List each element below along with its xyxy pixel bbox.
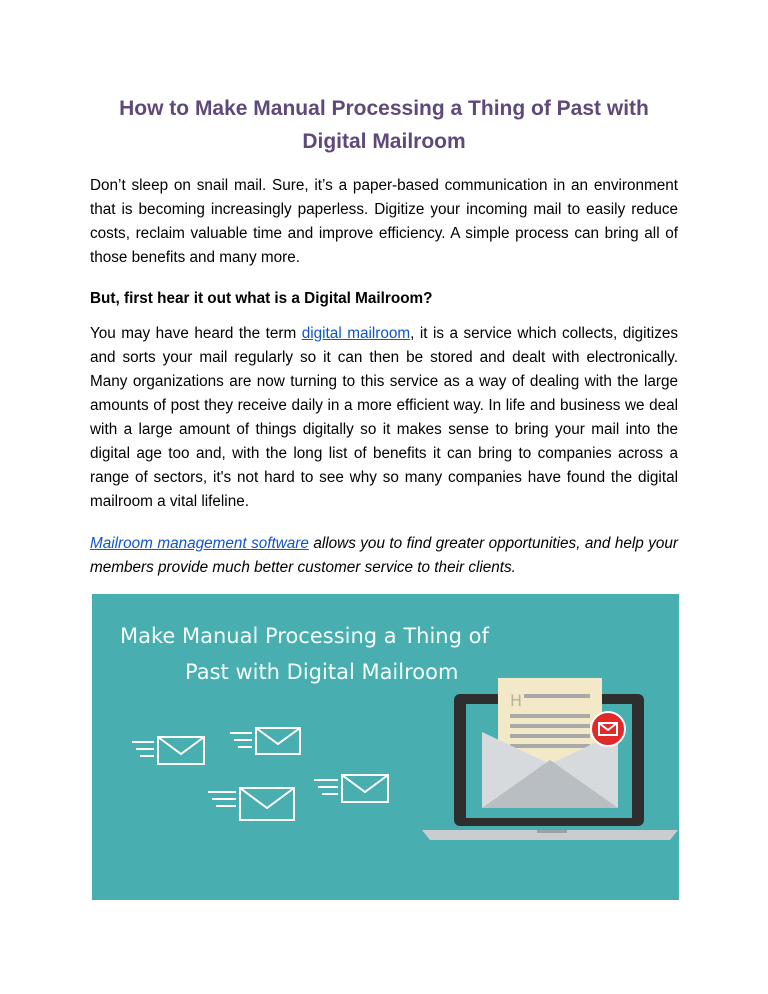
- envelope-icon: [208, 788, 294, 820]
- section-heading: But, first hear it out what is a Digital Mailroom?: [90, 290, 433, 307]
- banner-line-1: Make Manual Processing a Thing of: [120, 624, 489, 648]
- notification-badge-icon: [591, 712, 625, 746]
- envelope-icon: [132, 737, 204, 764]
- envelope-icon: [230, 728, 300, 754]
- envelope-icon: [314, 775, 388, 802]
- definition-text-rest: , it is a service which collects, digitizes and sorts your mail regularly so it can then be stored and dealt with electronically. Many organizations are now turning to this service as a way of dealing with the large amounts of post they receive daily in a more efficient way. In life and business we deal with a large amount of things digitally so it makes sense to bring your mail into the digital age too and, with the long list of benefits it can bring to companies across a range of sectors, it's not hard to see why so many companies have found the digital mailroom a vital lifeline.: [90, 325, 678, 510]
- definition-text-start: You may have heard the term: [90, 325, 302, 342]
- banner-image: [92, 594, 679, 900]
- software-paragraph: [90, 532, 678, 580]
- letter-mark: H: [510, 691, 523, 710]
- intro-paragraph: Don’t sleep on snail mail. Sure, it’s a paper-based communication in an environment that is becoming increasingly paperless. Digitize your incoming mail to easily reduce costs, reclaim valuable time and improve efficiency. A simple process can bring all of those benefits and many more.: [90, 177, 678, 266]
- software-text: allows you to find greater opportunities, and help your members provide much better customer service to their clients.: [90, 535, 678, 576]
- mailroom-software-link[interactable]: Mailroom management software: [90, 535, 309, 552]
- banner-illustration: [92, 594, 679, 900]
- definition-paragraph: [90, 322, 678, 514]
- banner-line-2: Past with Digital Mailroom: [185, 660, 459, 684]
- digital-mailroom-link[interactable]: digital mailroom: [301, 325, 411, 342]
- article-title: How to Make Manual Processing a Thing of Past with Digital Mailroom: [119, 97, 649, 153]
